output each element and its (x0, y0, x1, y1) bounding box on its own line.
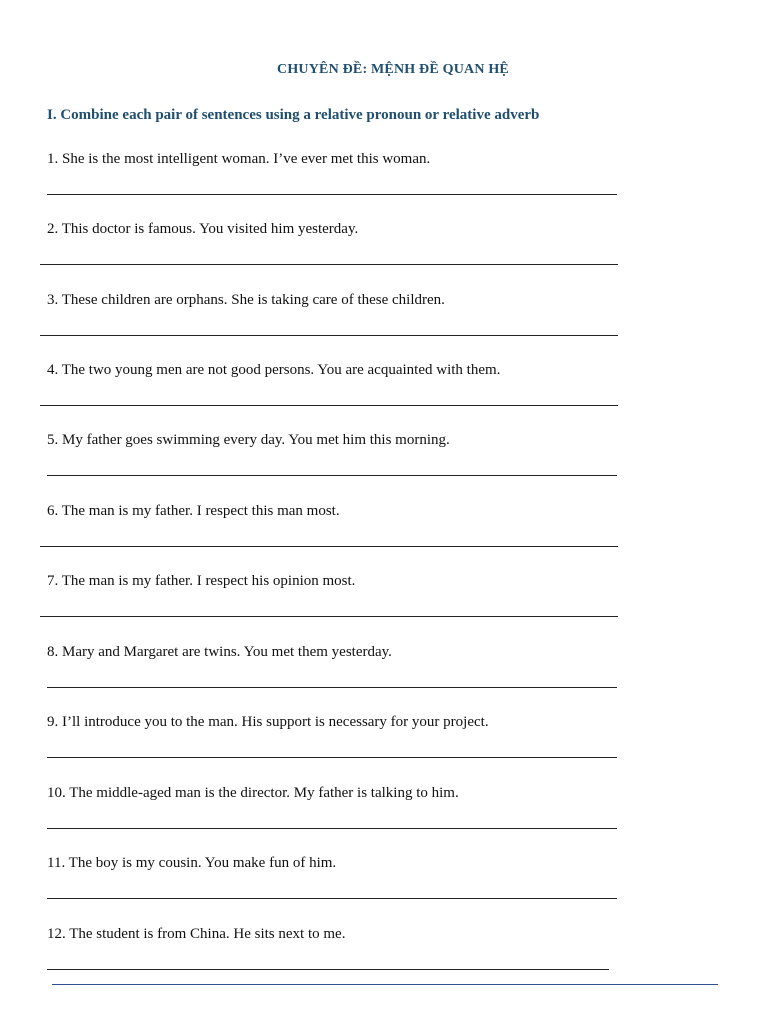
question-text: 9. I’ll introduce you to the man. His support is necessary for your project. (47, 714, 489, 730)
question-text: 2. This doctor is famous. You visited him yesterday. (47, 221, 359, 237)
answer-line[interactable] (47, 475, 617, 476)
exercise-item (0, 573, 768, 643)
question-text: 8. Mary and Margaret are twins. You met them yesterday. (47, 644, 392, 660)
answer-line[interactable] (40, 546, 618, 547)
footer-rule (52, 984, 718, 985)
exercise-item (0, 503, 768, 573)
question-text: 5. My father goes swimming every day. You met him this morning. (47, 432, 450, 448)
answer-line[interactable] (47, 898, 617, 899)
answer-line[interactable] (40, 264, 618, 265)
exercise-item (0, 785, 768, 855)
question-text: 3. These children are orphans. She is taking care of these children. (47, 292, 445, 308)
question-text: 4. The two young men are not good persons. You are acquainted with them. (47, 362, 501, 378)
exercise-item (0, 151, 768, 221)
question-text: 6. The man is my father. I respect this man most. (47, 503, 340, 519)
question-text: 10. The middle-aged man is the director. My father is talking to him. (47, 785, 459, 801)
question-text: 1. She is the most intelligent woman. I’ve ever met this woman. (47, 151, 431, 167)
section-heading: I. Combine each pair of sentences using a relative pronoun or relative adverb (47, 107, 540, 123)
answer-line[interactable] (40, 335, 618, 336)
answer-line[interactable] (47, 757, 617, 758)
answer-line[interactable] (47, 969, 609, 970)
answer-line[interactable] (47, 194, 617, 195)
exercise-item (0, 221, 768, 291)
question-text: 7. The man is my father. I respect his opinion most. (47, 573, 356, 589)
question-text: 11. The boy is my cousin. You make fun of him. (47, 855, 337, 871)
exercise-item (0, 292, 768, 362)
answer-line[interactable] (40, 405, 618, 406)
exercise-item (0, 362, 768, 432)
answer-line[interactable] (40, 616, 618, 617)
exercise-item (0, 714, 768, 784)
exercise-item (0, 432, 768, 502)
exercise-item (0, 644, 768, 714)
question-text: 12. The student is from China. He sits next to me. (47, 926, 346, 942)
exercise-item (0, 926, 768, 996)
page-title: CHUYÊN ĐỀ: MỆNH ĐỀ QUAN HỆ (277, 62, 509, 77)
answer-line[interactable] (47, 687, 617, 688)
exercise-item (0, 855, 768, 925)
answer-line[interactable] (47, 828, 617, 829)
